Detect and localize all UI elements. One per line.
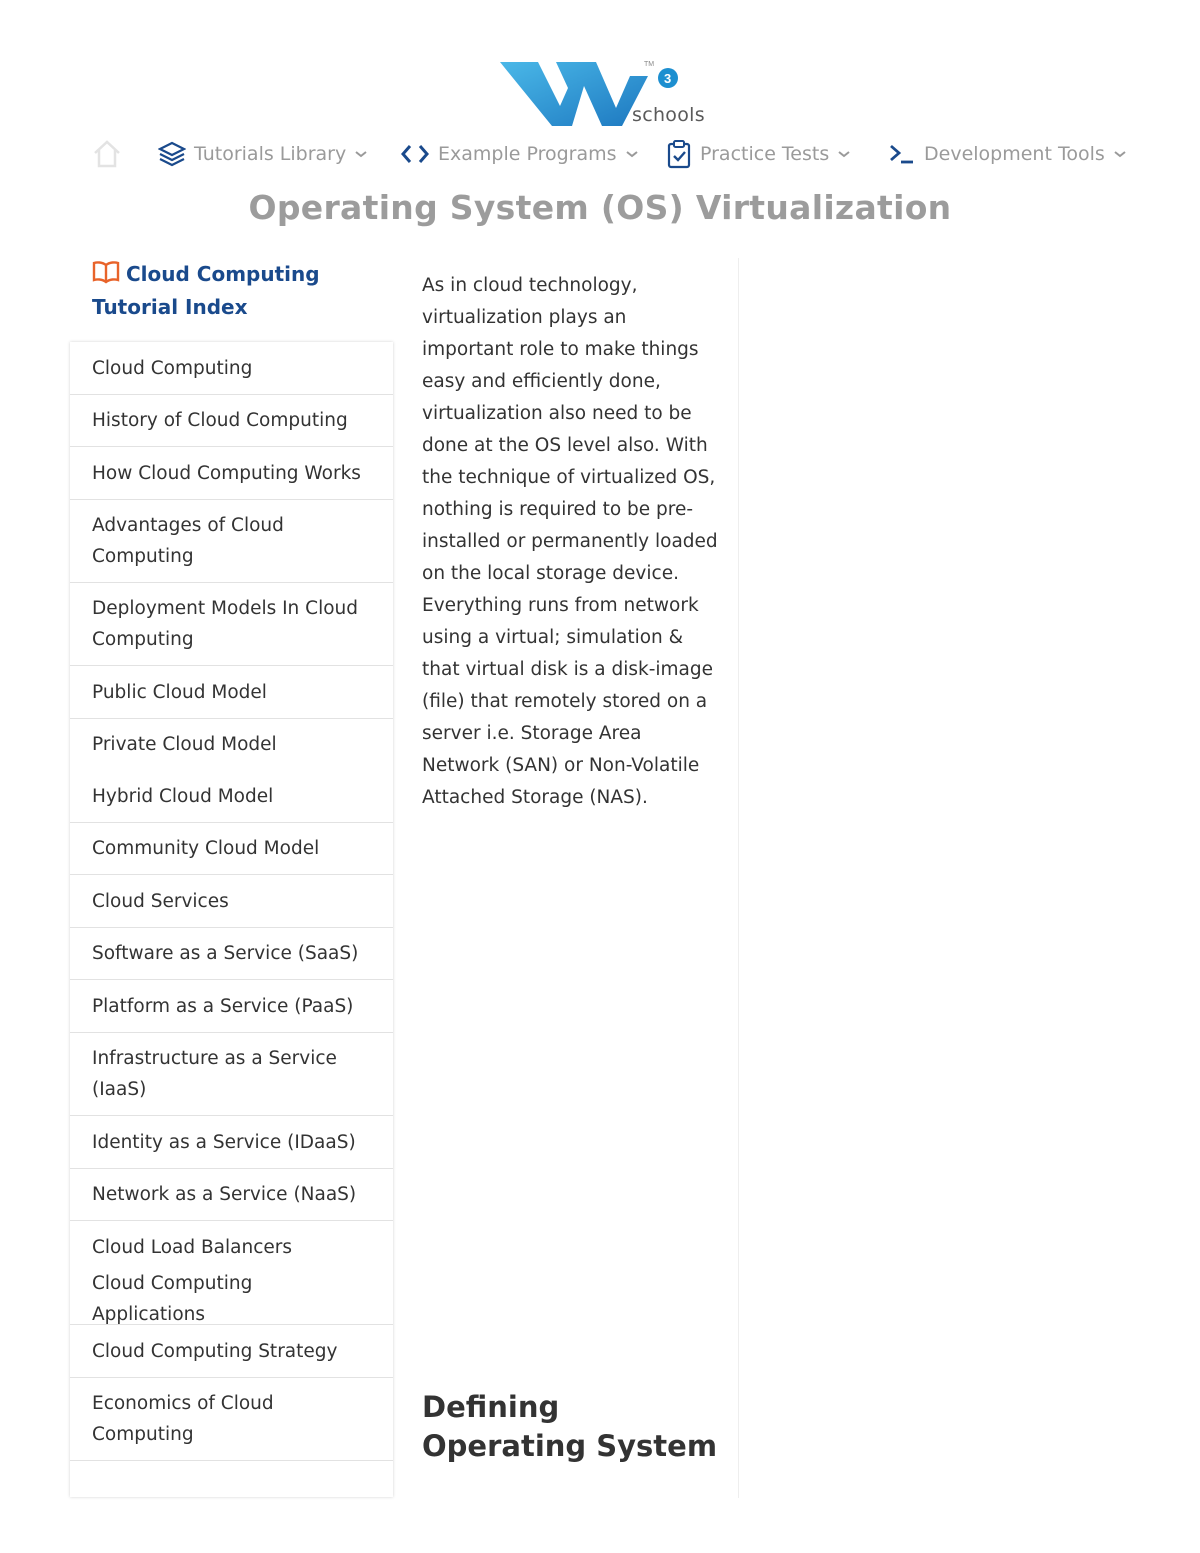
sidebar-item[interactable]: Hybrid Cloud Model — [70, 770, 393, 823]
svg-text:3: 3 — [664, 71, 672, 86]
sidebar-item[interactable]: Identity as a Service (IDaaS) — [70, 1116, 393, 1169]
sidebar-item[interactable]: History of Cloud Computing — [70, 395, 393, 447]
sidebar-item[interactable]: Economics of Cloud Computing — [70, 1378, 393, 1461]
sidebar-item[interactable]: How Cloud Computing Works — [70, 447, 393, 500]
code-icon — [400, 141, 430, 167]
sidebar-item[interactable]: Cloud Computing Strategy — [70, 1325, 393, 1378]
layers-icon — [158, 140, 186, 168]
logo-text: schools — [632, 104, 705, 126]
nav-tutorials-library[interactable] — [158, 137, 368, 171]
sidebar-item[interactable]: Cloud Services — [70, 875, 393, 928]
nav-practice-tests[interactable] — [666, 137, 851, 171]
home-icon — [90, 137, 124, 171]
sidebar-item[interactable]: Deployment Models In Cloud Computing — [70, 583, 393, 666]
nav-label: Practice Tests — [700, 143, 830, 165]
sidebar-item[interactable]: Platform as a Service (PaaS) — [70, 980, 393, 1033]
article-intro: As in cloud technology, virtualization plays an important role to make things easy and efficiently done, virtualization also need to be done at the OS level also. With the technique of virtualized OS, nothing is required to be pre-installed or permanently loaded on the local storage device. Everything runs from network using a virtual; simulation & that virtual disk is a disk-image (file) that remotely stored on a server i.e. Storage Area Network (SAN) or Non-Volatile Attached Storage (NAS). — [422, 275, 718, 808]
chevron-down-icon — [837, 149, 851, 159]
sidebar-heading-text: Cloud Computing Tutorial Index — [92, 262, 320, 319]
clipboard-check-icon — [666, 139, 692, 169]
sidebar-heading[interactable] — [92, 258, 397, 324]
sidebar-item[interactable]: Advantages of Cloud Computing — [70, 500, 393, 583]
nav-label: Tutorials Library — [194, 143, 347, 165]
section-heading: Defining Operating System — [422, 1390, 718, 1463]
nav-label: Development Tools — [924, 143, 1105, 165]
sidebar-item[interactable]: Cloud Load Balancers — [92, 1236, 293, 1258]
chevron-down-icon — [625, 149, 639, 159]
sidebar-item[interactable]: Cloud Computing Applications — [70, 1273, 393, 1325]
home-link[interactable] — [90, 137, 124, 171]
sidebar-item[interactable]: Cloud Computing — [70, 342, 393, 395]
sidebar-item[interactable]: Software as a Service (SaaS) — [70, 928, 393, 980]
main-nav — [0, 137, 1200, 171]
page-title: Operating System (OS) Virtualization — [248, 188, 952, 227]
nav-example-programs[interactable] — [400, 137, 639, 171]
terminal-icon — [888, 141, 916, 167]
chevron-down-icon — [354, 149, 368, 159]
sidebar-item[interactable]: Infrastructure as a Service (IaaS) — [70, 1033, 393, 1116]
sidebar-item[interactable]: Public Cloud Model — [70, 666, 393, 719]
sidebar-item[interactable]: Private Cloud Model — [92, 734, 277, 755]
sidebar-item[interactable]: Network as a Service (NaaS) — [70, 1169, 393, 1221]
sidebar-list — [70, 342, 393, 1497]
nav-label: Example Programs — [438, 143, 617, 165]
nav-development-tools[interactable] — [888, 137, 1127, 171]
sidebar-item[interactable]: Community Cloud Model — [70, 823, 393, 875]
svg-text:TM: TM — [644, 61, 655, 68]
book-icon — [92, 260, 120, 284]
chevron-down-icon — [1113, 149, 1127, 159]
article-content — [400, 258, 739, 1498]
